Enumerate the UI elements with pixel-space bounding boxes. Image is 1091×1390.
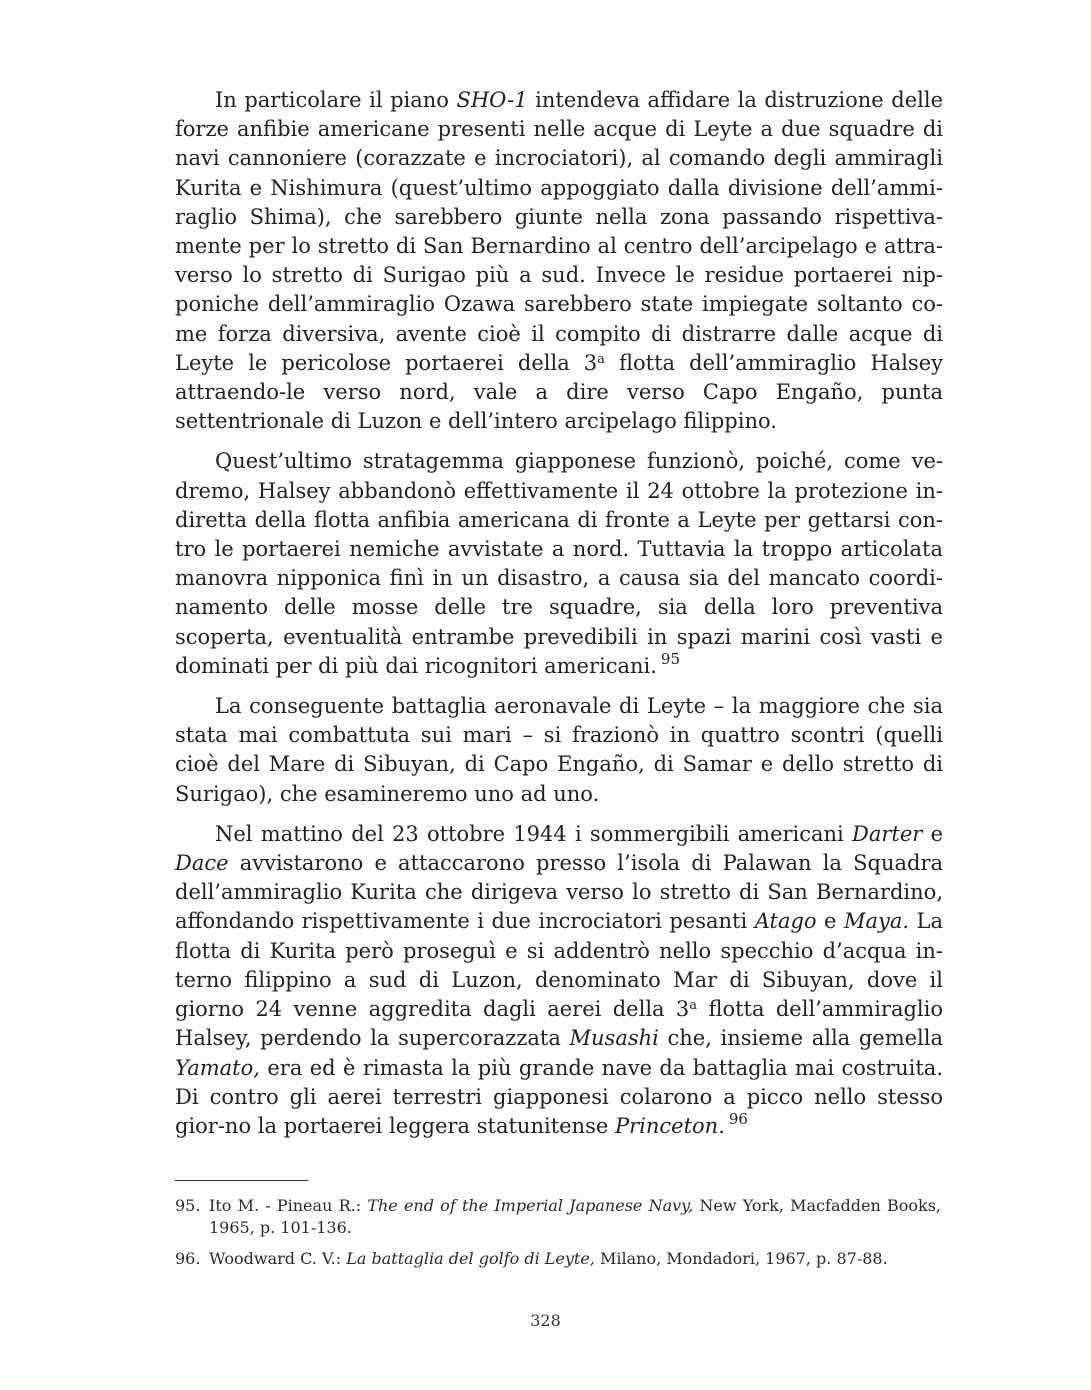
footnote-reference-95[interactable]: 95: [660, 649, 680, 668]
footnote-96: [175, 1248, 941, 1270]
paragraph-text: era ed è rimasta la più grande nave da battaglia mai costruita. Di contro gli aerei terrestri giapponesi colarono a picco nello stesso gior-no la portaerei leggera statunitense: [175, 1055, 943, 1138]
paragraph-text: Nel mattino del 23 ottobre 1944 i sommergibili americani: [215, 821, 853, 846]
paragraph-text: .: [718, 1113, 725, 1138]
footnote-title: The end of the Imperial Japanese Navy,: [367, 1196, 694, 1215]
paragraph-text: flotta dell’ammiraglio Halsey attraendo-le verso nord, vale a dire verso Capo Engaño, punta settentrionale di Luzon e dell’intero arcipelago filippino.: [175, 350, 943, 434]
italic-term: SHO-1: [456, 88, 528, 112]
footnote-text: [209, 1248, 941, 1270]
footnote-publication: New York, Macfadden Books, 1965, p. 101-136.: [209, 1196, 941, 1237]
footnote-reference-96[interactable]: 96: [728, 1109, 748, 1128]
paragraph-text: La flotta di Kurita però proseguì e si addentrò nello specchio d’acqua in-terno filippino a sud di Luzon, denominato Mar di Sibuyan, dove il giorno 24 venne aggredita dagli aerei della 3: [175, 909, 943, 1022]
paragraph-text: La conseguente battaglia aeronavale di Leyte – la maggiore che sia stata mai combattuta sui mari – si frazionò in quattro scontri (quelli cioè del Mare di Sibuyan, di Capo Engaño, di Samar e dello stretto di Surigao), che esamineremo uno ad uno.: [175, 694, 943, 806]
paragraph-text: e: [816, 909, 844, 934]
footnotes: [175, 1195, 941, 1279]
ordinal-superscript: a: [597, 351, 605, 367]
paragraph-text: e: [922, 821, 943, 846]
italic-ship-name: Darter: [852, 821, 923, 846]
footnote-number: 95.: [175, 1196, 201, 1215]
footnote-publication: Milano, Mondadori, 1967, p. 87-88.: [594, 1249, 888, 1268]
footnote-author: Woodward C. V.:: [209, 1249, 347, 1268]
footnote-title: La battaglia del golfo di Leyte,: [346, 1249, 595, 1268]
italic-ship-name: Maya.: [843, 909, 910, 934]
paragraph-text: intendeva affidare la distruzione delle forze anfibie americane presenti nelle acque di Leyte a due squadre di navi cannoniere (corazzate e incrociatori), al comando degli ammiragli Kurita e Nishimura (quest’ultimo appoggiato dalla divisione dell’ammi-raglio Shima), che sarebbero giunte nella zona passando rispettiva-mente per lo stretto di San Bernardino al centro dell’arcipelago e attra-verso lo stretto di Surigao più a sud. Invece le residue portaerei nip-poniche dell’ammiraglio Ozawa sarebbero state impiegate soltanto co-me forza diversiva, avente cioè il compito di distrarre dalle acque di Leyte le pericolose portaerei della 3: [175, 88, 943, 375]
paragraph-text: In particolare il piano: [215, 88, 457, 112]
paragraph-text: avvistarono e attaccarono presso l’isola di Palawan la Squadra dell’ammiraglio Kurita che dirigeva verso lo stretto di San Bernardino, affondando rispettivamente i due incrociatori pesanti: [175, 851, 943, 934]
italic-ship-name: Princeton: [614, 1113, 719, 1138]
paragraph-1: [175, 86, 943, 436]
paragraph-2: [175, 447, 943, 681]
paragraph-text: flotta dell’ammiraglio Halsey, perdendo la supercorazzata: [175, 997, 943, 1051]
footnote-number: 96.: [175, 1249, 201, 1268]
paragraph-3: [175, 692, 943, 809]
italic-ship-name: Dace: [175, 851, 229, 876]
italic-ship-name: Yamato,: [175, 1055, 260, 1080]
paragraph-4: [175, 820, 943, 1141]
paragraph-text: Quest’ultimo stratagemma giapponese funzionò, poiché, come ve-dremo, Halsey abbandonò effettivamente il 24 ottobre la protezione in-diretta della flotta anfibia americana di fronte a Leyte per gettarsi con-tro le portaerei nemiche avvistate a nord. Tuttavia la troppo articolata manovra nipponica finì in un disastro, a causa sia del mancato coordi-namento delle mosse delle tre squadre, sia della loro preventiva scoperta, eventualità entrambe prevedibili in spazi marini così vasti e dominati per di più dai ricognitori americani.: [175, 449, 943, 678]
page-number: 328: [530, 1311, 561, 1330]
footnote-author: Ito M. - Pineau R.:: [209, 1196, 368, 1215]
paragraph-text: che, insieme alla gemella: [658, 1026, 943, 1051]
footnote-separator: [175, 1180, 308, 1181]
italic-ship-name: Atago: [754, 909, 817, 934]
footnote-text: [209, 1195, 941, 1239]
italic-ship-name: Musashi: [569, 1026, 659, 1051]
body-text: [175, 86, 943, 1152]
footnote-95: [175, 1195, 941, 1239]
ordinal-superscript: a: [689, 998, 698, 1014]
